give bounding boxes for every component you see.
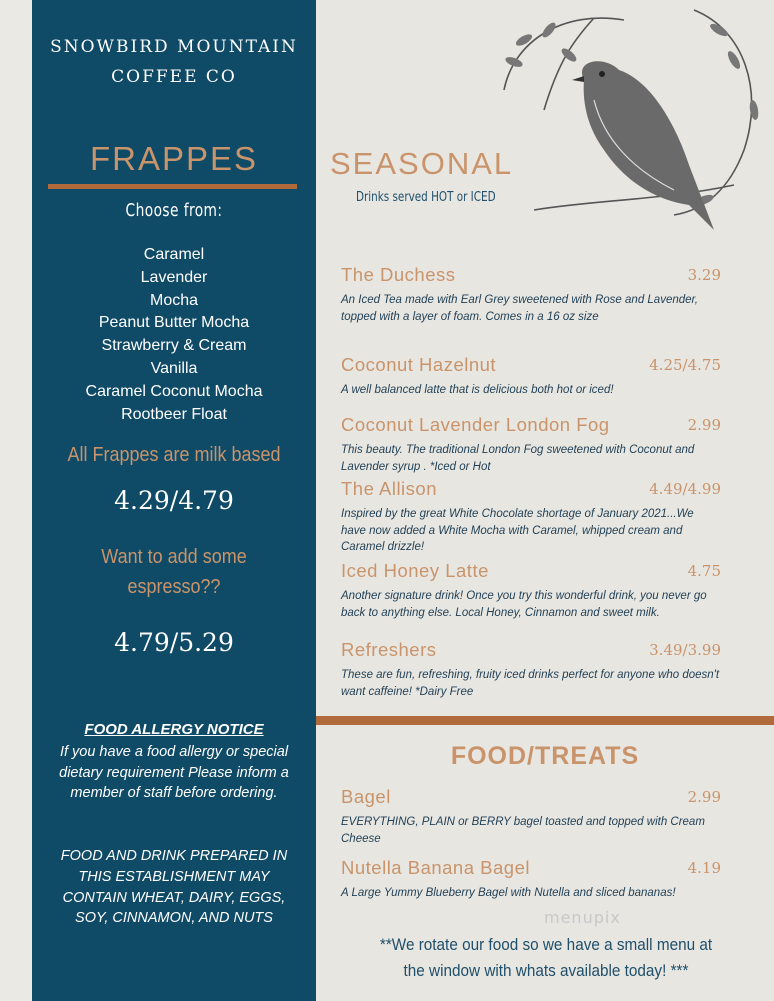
espresso-prompt [46,542,302,602]
food-treats-title: FOOD/TREATS [450,742,640,770]
left-panel [32,0,316,1001]
espresso-line-1: Want to add some [101,546,247,568]
espresso-price: 4.79/5.29 [114,628,234,657]
item-price: 4.75 [687,562,721,580]
flavor-item: Caramel [143,246,205,263]
menu-item [341,478,721,556]
flavor-item: Mocha [149,291,199,309]
item-description: EVERYTHING, PLAIN or BERRY bagel toasted and topped with Cream Cheese [341,816,705,845]
menu-item [341,786,721,847]
espresso-line-2: espresso?? [127,576,221,598]
bird-illustration-icon [474,0,774,260]
menu-item [341,264,721,325]
seasonal-title: SEASONAL [330,146,514,181]
rotation-note-line-2: the window with whats available today! *** [403,961,689,980]
item-name: The Allison [341,478,437,499]
item-name: Refreshers [341,639,437,660]
flavor-list [32,244,316,426]
allergy-title: FOOD ALLERGY NOTICE [84,721,264,738]
item-description: These are fun, refreshing, fruity iced drinks perfect for anyone who doesn't want caffeine! *Dairy Free [341,669,720,698]
flavor-item: Lavender [140,268,208,286]
item-price: 2.99 [687,788,721,806]
item-price: 3.49/3.99 [649,641,721,659]
item-price: 4.19 [687,859,721,877]
flavor-item: Vanilla [150,359,198,377]
menu-item [341,354,721,399]
flavor-item: Peanut Butter Mocha [98,314,250,332]
item-description: This beauty. The traditional London Fog sweetened with Coconut and Lavender syrup . *Iced or Hot [341,444,695,473]
item-price: 4.49/4.99 [649,480,721,498]
item-name: Coconut Lavender London Fog [341,414,610,435]
flavor-item: Caramel Coconut Mocha [85,382,263,400]
choose-from-label: Choose from: [125,200,223,221]
item-price: 3.29 [687,266,721,284]
menu-item [341,414,721,475]
brand-line-2: COFFEE CO [111,67,237,87]
watermark: menupix [544,908,621,927]
page-edge [0,0,32,1001]
item-name: Coconut Hazelnut [341,354,497,375]
rotation-note [348,932,744,984]
menu-item [341,560,721,621]
item-description: Another signature drink! Once you try this wonderful drink, you never go back to anything else. Local Honey, Cinnamon and sweet milk. [341,590,707,619]
item-description: An Iced Tea made with Earl Grey sweetened with Rose and Lavender, topped with a layer of foam. Comes in a 16 oz size [341,294,698,323]
frappes-title: FRAPPES [89,140,259,177]
item-price: 4.25/4.75 [649,356,721,374]
brand-line-1: SNOWBIRD MOUNTAIN [50,37,298,57]
allergy-text: If you have a food allergy or special dietary requirement Please inform a member of staff before ordering. [59,744,289,801]
brand-name [32,32,316,92]
item-name: Nutella Banana Bagel [341,857,530,878]
item-description: Inspired by the great White Chocolate shortage of January 2021...We have now added a White Mocha with Caramel, whipped cream and Caramel drizzle! [341,508,694,554]
right-panel [316,0,774,1001]
allergy-warning: FOOD AND DRINK PREPARED IN THIS ESTABLISHMENT MAY CONTAIN WHEAT, DAIRY, EGGS, SOY, CINNAMON, AND NUTS [60,848,288,927]
flavor-item: Strawberry & Cream [101,337,247,355]
item-name: Iced Honey Latte [341,560,489,581]
menu-item [341,639,721,700]
menu-item [341,857,721,902]
item-description: A Large Yummy Blueberry Bagel with Nutella and sliced bananas! [341,887,676,899]
item-price: 2.99 [687,416,721,434]
section-divider [316,716,774,725]
item-name: The Duchess [341,264,456,285]
milk-based-note: All Frappes are milk based [67,444,281,466]
rotation-note-line-1: **We rotate our food so we have a small menu at [379,935,713,954]
flavor-item: Rootbeer Float [121,405,227,423]
frappes-underline [48,184,297,189]
item-name: Bagel [341,786,391,807]
frappe-price: 4.29/4.79 [114,486,234,515]
item-description: A well balanced latte that is delicious both hot or iced! [341,384,614,396]
seasonal-subtitle: Drinks served HOT or ICED [356,190,496,205]
